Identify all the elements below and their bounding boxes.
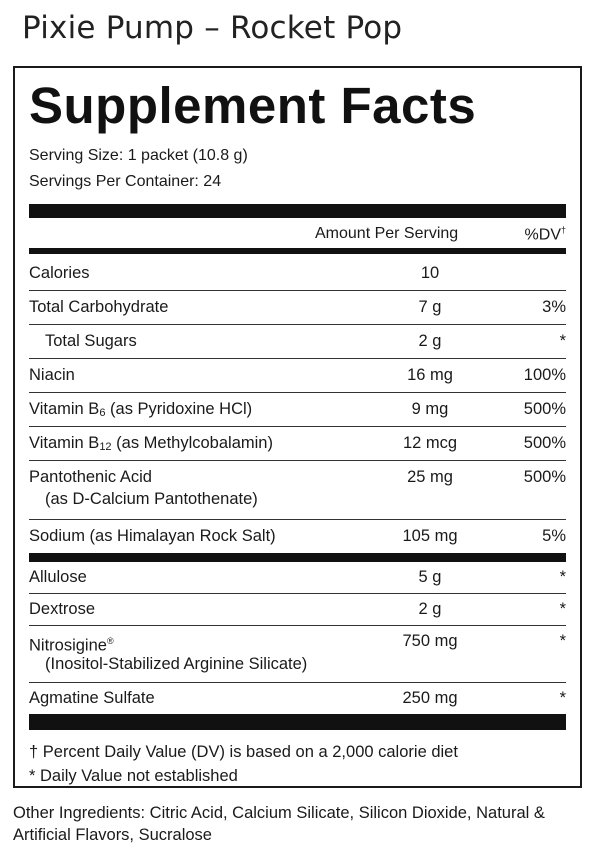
nutrient-name (29, 399, 252, 424)
nutrient-subname: (Inositol-Stabilized Arginine Silicate) (45, 655, 308, 673)
section-divider (29, 553, 566, 562)
nutrient-name: Allulose (29, 568, 87, 586)
nutrient-name: Dextrose (29, 600, 96, 618)
nutrient-name: Pantothenic Acid (29, 468, 152, 486)
nutrient-name: Total Carbohydrate (29, 298, 169, 316)
row-divider (29, 426, 566, 427)
nutrient-dv: 500% (523, 400, 566, 418)
nutrient-amount: 5 g (418, 568, 442, 586)
nutrient-amount: 2 g (418, 332, 442, 350)
registered-mark: ® (106, 636, 114, 646)
row-divider (29, 519, 566, 520)
medium-divider (29, 248, 566, 254)
row-divider (29, 625, 566, 626)
row-divider (29, 392, 566, 393)
subscript: 6 (99, 407, 106, 419)
dv-dagger: † (560, 225, 566, 235)
panel-heading: Supplement Facts (29, 77, 477, 134)
nutrient-amount: 750 mg (402, 632, 458, 650)
thick-divider (29, 714, 566, 730)
row-divider (29, 290, 566, 291)
nutrient-dv: 5% (542, 527, 566, 545)
servings-per-container: Servings Per Container: 24 (29, 173, 222, 190)
row-divider (29, 460, 566, 461)
nutrient-amount: 10 (420, 264, 440, 282)
nutrient-name: Niacin (29, 366, 75, 384)
nutrient-name: Calories (29, 264, 90, 282)
nutrient-amount: 2 g (418, 600, 442, 618)
nutrient-name (29, 631, 114, 657)
nutrient-dv: * (559, 689, 566, 707)
name-part: (as Pyridoxine HCl) (105, 400, 253, 418)
nutrient-amount: 12 mcg (402, 434, 458, 452)
nutrient-dv: * (559, 632, 566, 650)
name-part: (as Methylcobalamin) (111, 434, 273, 452)
name-part: Vitamin B (29, 400, 100, 418)
thick-divider (29, 204, 566, 218)
nutrient-dv: 500% (523, 468, 566, 486)
serving-size: Serving Size: 1 packet (10.8 g) (29, 147, 248, 164)
name-part: Nitrosigine (29, 636, 107, 655)
subscript: 12 (99, 441, 112, 453)
nutrient-amount: 7 g (418, 298, 442, 316)
row-divider (29, 324, 566, 325)
nutrient-name (29, 433, 273, 458)
row-divider (29, 593, 566, 594)
nutrient-amount: 9 mg (411, 400, 449, 418)
dv-label: %DV (524, 226, 561, 244)
nutrient-name: Agmatine Sulfate (29, 689, 155, 707)
nutrient-name: Total Sugars (45, 332, 137, 350)
nutrient-dv: * (559, 600, 566, 618)
other-ingredients: Other Ingredients: Citric Acid, Calcium Silicate, Silicon Dioxide, Natural & Artificial Flavors, Sucralose (13, 804, 545, 844)
column-header-dv (525, 225, 566, 244)
nutrient-dv: 100% (523, 366, 566, 384)
nutrient-amount: 105 mg (402, 527, 458, 545)
product-title: Pixie Pump – Rocket Pop (22, 10, 403, 46)
nutrient-amount: 16 mg (407, 366, 453, 384)
nutrient-name: Sodium (as Himalayan Rock Salt) (29, 527, 276, 545)
nutrient-amount: 25 mg (407, 468, 453, 486)
footnote-not-established: * Daily Value not established (29, 767, 238, 785)
row-divider (29, 358, 566, 359)
name-part: Vitamin B (29, 434, 100, 452)
nutrient-dv: 500% (523, 434, 566, 452)
supplement-facts-panel (13, 66, 582, 788)
nutrient-dv: * (559, 332, 566, 350)
nutrient-amount: 250 mg (402, 689, 458, 707)
column-header-amount: Amount Per Serving (315, 225, 459, 242)
footnote-dv: † Percent Daily Value (DV) is based on a 2,000 calorie diet (29, 743, 458, 761)
nutrient-dv: 3% (542, 298, 566, 316)
nutrient-subname: (as D-Calcium Pantothenate) (45, 490, 258, 508)
row-divider (29, 682, 566, 683)
nutrient-dv: * (559, 568, 566, 586)
